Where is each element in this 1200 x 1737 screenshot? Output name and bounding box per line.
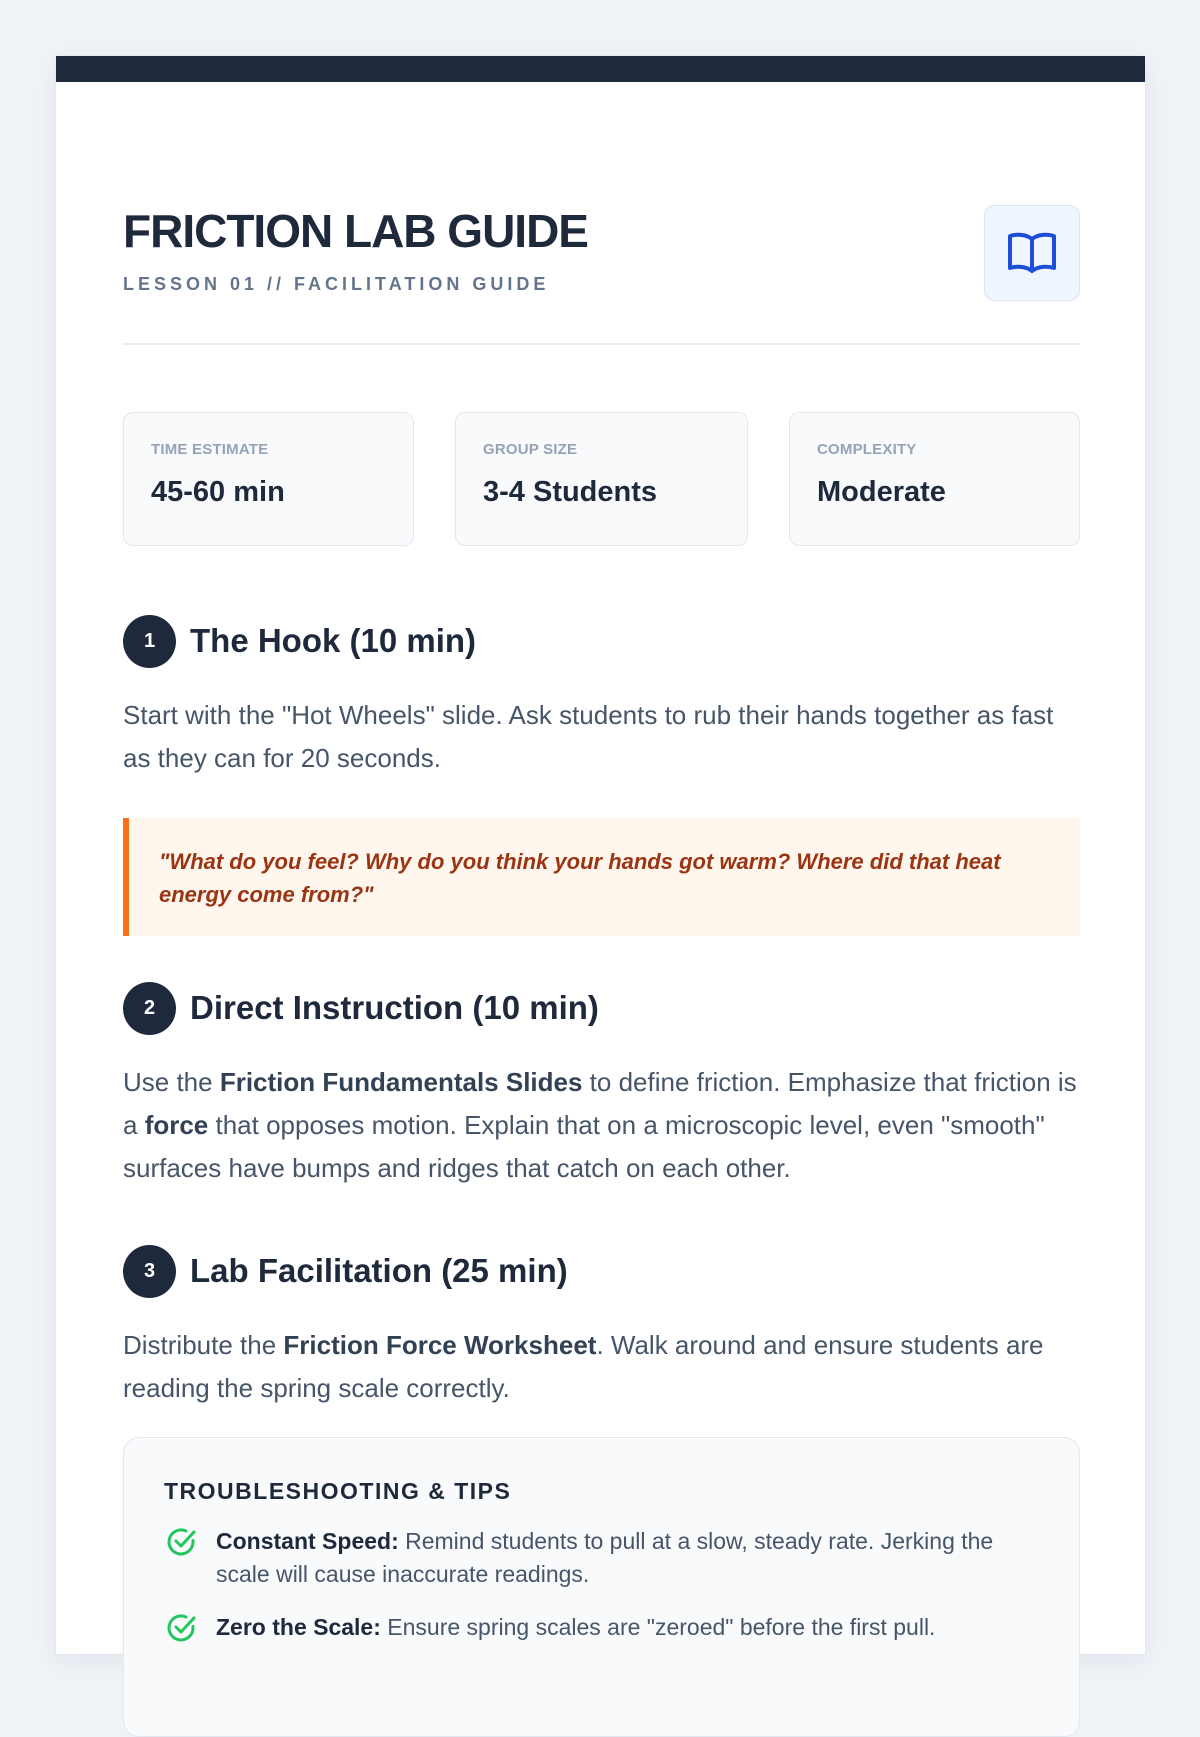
section-hook: [123, 614, 1080, 936]
stat-value: 45-60 min: [151, 476, 285, 508]
section-title: Direct Instruction (10 min): [190, 989, 599, 1026]
guide-card: [55, 55, 1146, 1655]
stat-label: GROUP SIZE: [483, 441, 578, 458]
text-segment: Use the: [123, 1067, 220, 1097]
page-subtitle: LESSON 01 // FACILITATION GUIDE: [123, 274, 550, 294]
stat-label: TIME ESTIMATE: [151, 441, 269, 458]
discussion-quote: "What do you feel? Why do you think your hands got warm? Where did that heat energy come from?": [123, 818, 1080, 936]
section-heading: [123, 981, 1080, 1035]
tip-item: [164, 1525, 1039, 1591]
tip-label: Constant Speed:: [216, 1528, 399, 1554]
book-button[interactable]: [984, 205, 1080, 301]
tip-item: [164, 1611, 1039, 1645]
text-emphasis: Friction Force Worksheet: [283, 1330, 597, 1360]
card-top-bar: [56, 56, 1145, 82]
book-open-icon: [1006, 229, 1058, 277]
text-segment: that opposes motion. Explain that on a microscopic level, even "smooth" surfaces have bumps and ridges that catch on each other.: [123, 1110, 1045, 1183]
stat-value: Moderate: [817, 476, 946, 508]
section-heading: [123, 1244, 1080, 1298]
stat-group-size: [455, 412, 748, 546]
guide-header: [123, 82, 1080, 345]
text-segment: Distribute the: [123, 1330, 284, 1360]
section-text: Start with the "Hot Wheels" slide. Ask students to rub their hands together as fast as they can for 20 seconds.: [123, 700, 1054, 773]
page-title: FRICTION LAB GUIDE: [123, 205, 588, 257]
step-number-badge: 3: [123, 1245, 176, 1298]
stat-value: 3-4 Students: [483, 476, 658, 508]
section-heading: [123, 614, 1080, 668]
tip-label: Zero the Scale:: [216, 1614, 381, 1640]
stats-row: [123, 412, 1080, 546]
tips-panel: [123, 1437, 1080, 1737]
stat-time-estimate: [123, 412, 414, 546]
step-number-badge: 2: [123, 982, 176, 1035]
section-text: [123, 1324, 1080, 1410]
text-emphasis: Friction Fundamentals Slides: [219, 1067, 583, 1097]
check-circle-icon: [164, 1611, 198, 1645]
section-direct-instruction: [123, 981, 1080, 1190]
check-circle-icon: [164, 1525, 198, 1559]
section-text: [123, 1061, 1080, 1190]
section-title: Lab Facilitation (25 min): [190, 1252, 568, 1289]
section-lab-facilitation: [123, 1244, 1080, 1410]
step-number-badge: 1: [123, 615, 176, 668]
stat-label: COMPLEXITY: [817, 441, 917, 458]
text-segment: . Walk around and ensure students are reading the spring scale correctly.: [123, 1330, 1044, 1403]
card-content: [123, 82, 1080, 1640]
stat-complexity: [789, 412, 1080, 546]
tip-body: Remind students to pull at a slow, steady rate. Jerking the scale will cause inaccurate readings.: [216, 1528, 994, 1587]
tips-title: TROUBLESHOOTING & TIPS: [164, 1478, 512, 1504]
text-segment: to define friction. Emphasize that friction is a: [123, 1067, 1077, 1140]
tip-text: [216, 1525, 1039, 1591]
section-title: The Hook (10 min): [190, 622, 477, 659]
tip-text: [216, 1611, 935, 1645]
text-emphasis: force: [144, 1110, 209, 1140]
tip-body: Ensure spring scales are "zeroed" before the first pull.: [380, 1614, 936, 1640]
